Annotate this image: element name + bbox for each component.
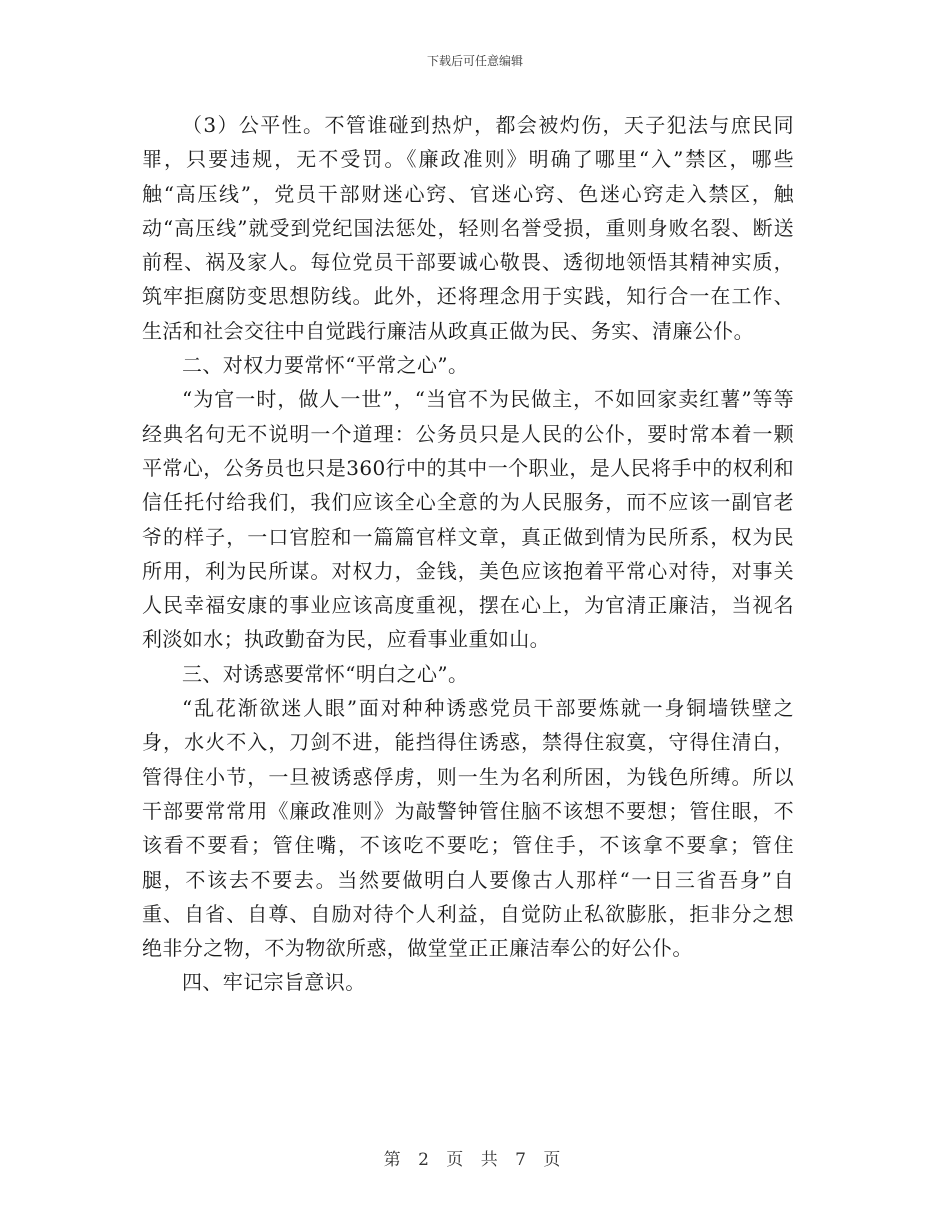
- document-body: [142, 108, 794, 1000]
- section-heading-temptation: 三、对诱惑要常怀“明白之心”。: [182, 661, 469, 686]
- section-heading-purpose: 四、牢记宗旨意识。: [182, 970, 366, 995]
- paragraph-power: “为官一时，做人一世”，“当官不为民做主，不如回家卖红薯”等等经典名句无不说明一个道理：公务员只是人民的公仆，要时常本着一颗平常心，公务员也只是360行中的其中一个职业，是人民将手中的权利和信任托付给我们，我们应该全心全意的为人民服务，而不应该一副官老爷的样子，一口官腔和一篇篇官样文章，真正做到情为民所系，权为民所用，利为民所谋。对权力，金钱，美色应该抱着平常心对待，对事关人民幸福安康的事业应该高度重视，摆在心上，为官清正廉洁，当视名利淡如水；执政勤奋为民，应看事业重如山。: [142, 387, 794, 652]
- section-heading-power: 二、对权力要常怀“平常之心”。: [182, 353, 469, 378]
- paragraph-fairness: （3）公平性。不管谁碰到热炉，都会被灼伤，天子犯法与庶民同罪，只要违规，无不受罚。《廉政准则》明确了哪里“入”禁区，哪些触“高压线”，党员干部财迷心窍、官迷心窍、色迷心窍走入禁区，触动“高压线”就受到党纪国法惩处，轻则名誉受损，重则身败名裂、断送前程、祸及家人。每位党员干部要诚心敬畏、透彻地领悟其精神实质，筑牢拒腐防变思想防线。此外，还将理念用于实践，知行合一在工作、生活和社会交往中自觉践行廉洁从政真正做为民、务实、清廉公仆。: [142, 113, 794, 343]
- page-header-note: 下载后可任意编辑: [426, 54, 523, 68]
- page-number: 第 2 页 共 7 页: [383, 1150, 567, 1170]
- paragraph-temptation: “乱花渐欲迷人眼”面对种种诱惑党员干部要炼就一身铜墙铁壁之身，水火不入，刀剑不进，能挡得住诱惑，禁得住寂寞，守得住清白，管得住小节，一旦被诱惑俘虏，则一生为名利所困，为钱色所缚。所以干部要常常用《廉政准则》为敲警钟管住脑不该想不要想；管住眼，不该看不要看；管住嘴，不该吃不要吃；管住手，不该拿不要拿；管住腿，不该去不要去。当然要做明白人要像古人那样“一日三省吾身”自重、自省、自尊、自励对待个人利益，自觉防止私欲膨胀，拒非分之想绝非分之物，不为物欲所惑，做堂堂正正廉洁奉公的好公仆。: [142, 696, 794, 961]
